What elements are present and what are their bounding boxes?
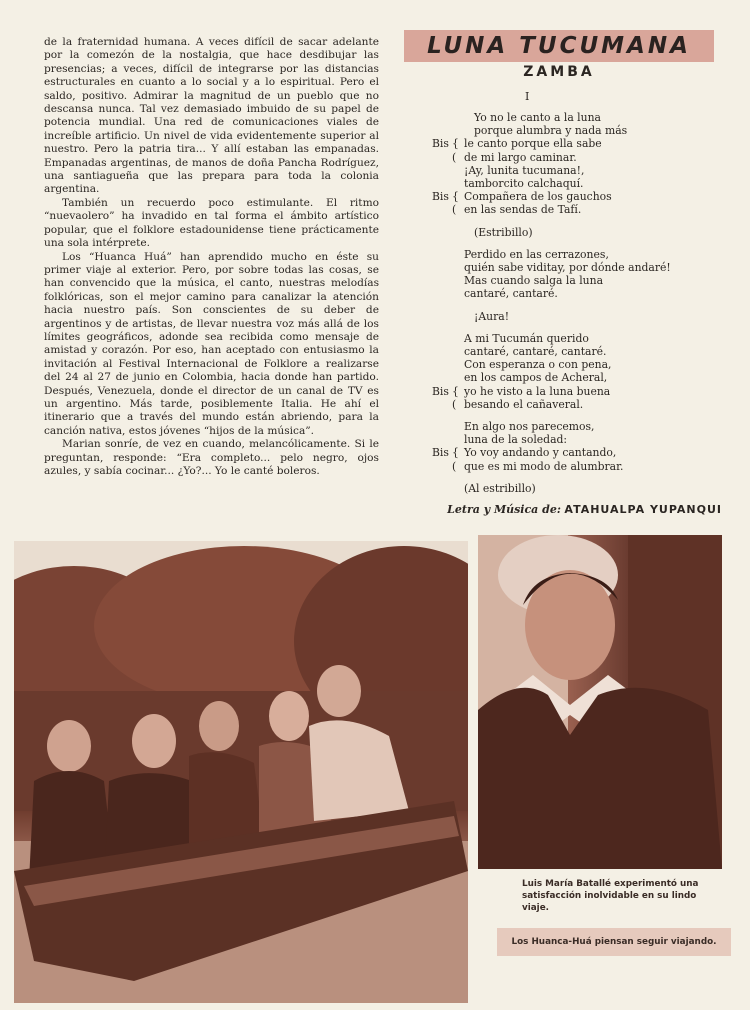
song-credit [430,503,722,516]
lyric-text: porque alumbra y nada más [474,124,628,138]
bis-label: Bis [432,446,449,460]
lyric-stanza [432,482,722,495]
portrait-photo-illustration [478,535,722,869]
credit-label: Letra y Música de: [447,503,561,516]
bis-marker [432,261,464,274]
bis-brace: { [452,137,459,151]
lyric-text: en los campos de Acheral, [464,371,608,385]
lyric-line [432,446,722,459]
bis-brace: ( [452,203,457,217]
song-genre: ZAMBA [523,64,595,80]
group-photo-illustration [14,541,468,1003]
lyric-line [432,124,722,137]
bis-marker [432,358,464,371]
bis-marker [432,398,464,411]
portrait-caption: Luis María Batallé experimentó una satisfacción inolvidable en su lindo viaje. [522,879,699,913]
bis-marker [432,446,464,459]
bis-brace: { [452,446,459,460]
lyric-line [432,460,722,473]
portrait-photo [478,535,722,869]
lyric-line [432,137,722,150]
lyric-text: quién sabe viditay, por dónde andaré! [464,261,671,275]
section-number: I [525,90,530,103]
lyric-stanza [432,420,722,473]
bis-marker [432,111,464,124]
bis-marker [432,226,464,239]
lyric-text: yo he visto a la luna buena [464,384,611,398]
lyric-line [432,164,722,177]
lyric-text: (Estribillo) [474,225,533,239]
lyric-text: Yo no le canto a la luna [474,111,601,124]
bis-marker [432,482,464,495]
bis-marker [432,124,464,137]
lyric-stanza [432,248,722,301]
bis-brace: ( [452,150,457,164]
bis-marker [432,203,464,216]
lyric-line [432,332,722,345]
lyric-line [432,226,722,239]
lyric-text: Mas cuando salga la luna [464,274,604,288]
group-caption: Los Huanca-Huá piensan seguir viajando. [511,937,717,947]
lyric-text: le canto porque ella sabe [464,137,602,151]
bis-marker [432,151,464,164]
lyric-text: besando el cañaveral. [464,397,584,411]
song-title-band [404,30,714,62]
lyric-line [432,151,722,164]
lyric-line [432,261,722,274]
bis-brace: ( [452,397,457,411]
bis-marker [432,274,464,287]
bis-label: Bis [432,384,449,398]
bis-brace: { [452,190,459,204]
song-lyrics [432,111,722,504]
lyric-text: ¡Ay, lunita tucumana!, [464,163,585,177]
lyric-text: A mi Tucumán querido [464,331,589,345]
lyric-line [432,371,722,384]
lyric-text: En algo nos parecemos, [464,420,595,434]
article-column [44,36,379,478]
song-title: LUNA TUCUMANA [427,33,691,59]
lyric-text: ¡Aura! [474,309,510,323]
lyric-text: Con esperanza o con pena, [464,358,612,372]
bis-marker [432,460,464,473]
article-paragraph: Marian sonríe, de vez en cuando, melancólicamente. Si le preguntan, responde: “Era completo... pelo negro, ojos azules, y sabía cocinar... ¿Yo?... Yo le canté boleros. [44,438,379,477]
lyric-line [432,482,722,495]
lyric-text: Yo voy andando y cantando, [464,446,617,460]
lyric-line [432,248,722,261]
bis-marker [432,332,464,345]
group-photo [14,541,468,1003]
lyric-text: que es mi modo de alumbrar. [464,459,624,473]
lyric-line [432,190,722,203]
lyric-line [432,111,722,124]
bis-marker [432,190,464,203]
lyric-line [432,345,722,358]
bis-marker [432,420,464,433]
lyric-text: luna de la soledad: [464,433,568,447]
lyric-stanza [432,226,722,239]
lyric-text: en las sendas de Tafí. [464,203,582,217]
lyric-line [432,177,722,190]
lyric-text: cantaré, cantaré. [464,287,558,301]
article-paragraph: Los “Huanca Huá” han aprendido mucho en éste su primer viaje al exterior. Pero, por sobre todas las cosas, se han convencido que la música, el canto, nuestras melodías folklóricas, son el mejor camino para canalizar la atención hacia nuestro país. Son conscientes de su deber de argentinos y de artistas, de llevar nuestra voz más allá de los límites geográficos, adonde sea recibida como mensaje de amistad y corazón. Por eso, han aceptado con entusiasmo la invitación al Festival Internacional de Folklore a realizarse del 24 al 27 de junio en Colombia, hacia donde han partido. Después, Venezuela, donde el director de un canal de TV es un argentino. Más tarde, posiblemente Italia. He ahí el itinerario que a través del mundo están abriendo, para la canción nativa, estos jóvenes “hijos de la música”. [44,250,379,437]
lyric-text: Perdido en las cerrazones, [464,247,609,261]
bis-marker [432,248,464,261]
bis-marker [432,177,464,190]
bis-marker [432,371,464,384]
lyric-text: (Al estribillo) [464,481,536,495]
lyric-line [432,398,722,411]
bis-marker [432,310,464,323]
bis-label: Bis [432,190,449,204]
group-caption-band [497,928,731,956]
bis-marker [432,164,464,177]
bis-marker [432,287,464,300]
bis-marker [432,345,464,358]
lyric-line [432,433,722,446]
lyric-line [432,274,722,287]
credit-author: ATAHUALPA YUPANQUI [564,503,722,516]
lyric-line [432,287,722,300]
bis-brace: { [452,384,459,398]
bis-marker [432,433,464,446]
lyric-stanza [432,111,722,217]
lyric-line [432,203,722,216]
lyric-text: tamborcito calchaquí. [464,177,584,191]
article-paragraph: También un recuerdo poco estimulante. El ritmo “nuevaolero” ha invadido en tal forma el ámbito artístico popular, que el folklore estadounidense tiene prácticamente una sola intérprete. [44,196,379,250]
lyric-line [432,420,722,433]
lyric-line [432,310,722,323]
bis-brace: ( [452,459,457,473]
lyric-text: de mi largo caminar. [464,150,577,164]
lyric-stanza [432,332,722,411]
bis-marker [432,385,464,398]
lyric-line [432,385,722,398]
lyric-text: cantaré, cantaré, cantaré. [464,345,607,359]
lyric-stanza [432,310,722,323]
bis-label: Bis [432,137,449,151]
bis-marker [432,137,464,150]
lyric-text: Compañera de los gauchos [464,190,612,204]
lyric-line [432,358,722,371]
article-paragraph: de la fraternidad humana. A veces difícil de sacar adelante por la comezón de la nostalgia, que hace desdibujar las presencias; a veces, difícil de integrarse por las distancias estructurales en cuanto a lo social y a lo espiritual. Pero el saldo, positivo. Admirar la magnitud de un pueblo que no descansa nunca. Tal vez demasiado imbuido de su papel de potencia mundial. Una red de comunicaciones viales de increíble artificio. Un nivel de vida evidentemente superior al nuestro. Pero la patria tira... Y allí estaban las empanadas. Empanadas argentinas, de manos de doña Pancha Rodríguez, una santiagueña que las prepara para toda la colonia argentina. [44,36,379,196]
